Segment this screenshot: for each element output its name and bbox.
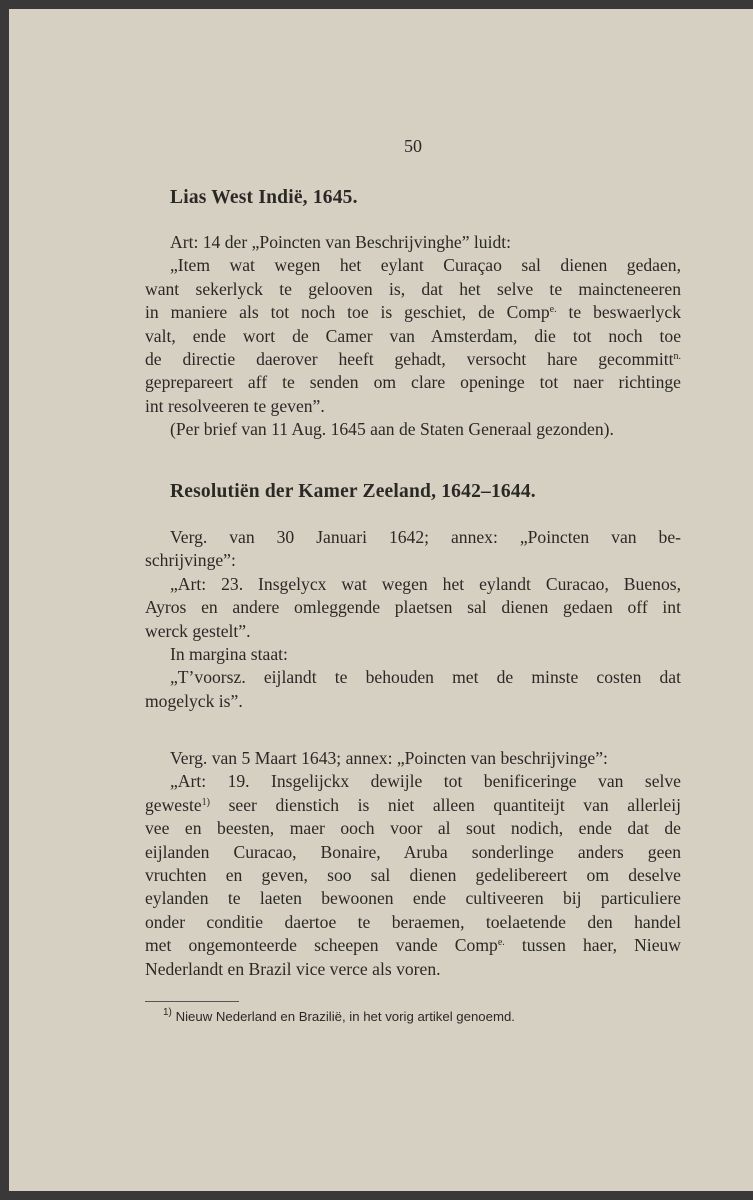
text-line: Verg. van 5 Maart 1643; annex: „Poincten van beschrijvinge”:: [170, 748, 608, 768]
text-line: int resolveeren te geven”.: [145, 395, 325, 416]
text-fragment: met ongemonteerde scheepen vande Comp: [145, 935, 498, 956]
text-line: geprepareert aff te senden om clare openinge tot naer richtinge: [145, 372, 681, 393]
text-line: vee en beesten, maer ooch voor al sout nodich, ende dat de: [145, 818, 681, 839]
text-line: „Item wat wegen het eylant Curaçao sal dienen gedaen,: [170, 255, 681, 276]
superscript: e.: [549, 304, 557, 316]
text-line: In margina staat:: [170, 643, 288, 664]
text-line: valt, ende wort de Camer van Amsterdam, die tot noch toe: [145, 325, 681, 346]
section2-para1: [145, 526, 681, 713]
text-line: „T’voorsz. eijlandt te behouden met de minste costen dat: [170, 667, 681, 688]
section1-body: [145, 231, 681, 442]
text-line: onder conditie daertoe te beraemen, toelaetende den handel: [145, 911, 681, 932]
text-line: „Art: 23. Insgelycx wat wegen het eylandt Curacao, Buenos,: [170, 573, 681, 594]
footnote: [163, 1009, 515, 1024]
text-line: [145, 934, 681, 957]
text-line: vruchten en geven, soo sal dienen gedelibereert om deselve: [145, 864, 681, 885]
text-line: want sekerlyck te gelooven is, dat het selve te maincteneeren: [145, 278, 681, 299]
section-heading-lias: Lias West Indië, 1645.: [170, 187, 358, 208]
footnote-marker: 1): [163, 1007, 172, 1018]
superscript: e.: [497, 937, 505, 949]
section2-para2: [145, 747, 681, 981]
superscript: n.: [673, 350, 681, 362]
footnote-divider: [145, 1001, 239, 1002]
text-line: (Per brief van 11 Aug. 1645 aan de Staten Generaal gezonden).: [170, 419, 614, 440]
text-line: eylanden te laeten bewoonen ende cultiveeren bij particuliere: [145, 888, 681, 909]
text-line: „Art: 19. Insgelijckx dewijle tot benificeringe van selve: [170, 771, 681, 792]
text-fragment: de directie daerover heeft gehadt, versocht hare gecommitt: [145, 348, 674, 369]
text-line: mogelyck is”.: [145, 690, 243, 711]
text-line: eijlanden Curacao, Bonaire, Aruba sonderlinge anders geen: [145, 841, 681, 862]
text-line: Art: 14 der „Poincten van Beschrijvinghe” luidt:: [170, 232, 512, 252]
page-number: 50: [404, 136, 422, 156]
text-line: [145, 301, 681, 324]
text-fragment: te beswaerlyck: [556, 302, 681, 323]
text-line: Verg. van 30 Januari 1642; annex: „Poincten van be-: [170, 527, 681, 547]
text-fragment: tussen haer, Nieuw: [504, 935, 682, 956]
footnote-ref: 1): [201, 796, 211, 808]
text-line: [145, 794, 681, 817]
text-line: werck gestelt”.: [145, 620, 251, 641]
text-fragment: geweste: [145, 794, 202, 815]
footnote-text: Nieuw Nederland en Brazilië, in het vorig artikel genoemd.: [171, 1009, 515, 1024]
text-line: Nederlandt en Brazil vice verce als voren.: [145, 958, 441, 979]
text-line: Ayros en andere omleggende plaetsen sal dienen gedaen off int: [145, 597, 681, 618]
document-page: [9, 9, 753, 1191]
text-fragment: seer dienstich is niet alleen quantiteijt van allerleij: [210, 794, 681, 815]
text-line: [145, 348, 681, 371]
text-line: schrijvinge”:: [145, 550, 236, 571]
section-heading-resolutien: Resolutiën der Kamer Zeeland, 1642–1644.: [170, 481, 536, 502]
text-fragment: in maniere als tot noch toe is geschiet, de Comp: [145, 302, 550, 323]
